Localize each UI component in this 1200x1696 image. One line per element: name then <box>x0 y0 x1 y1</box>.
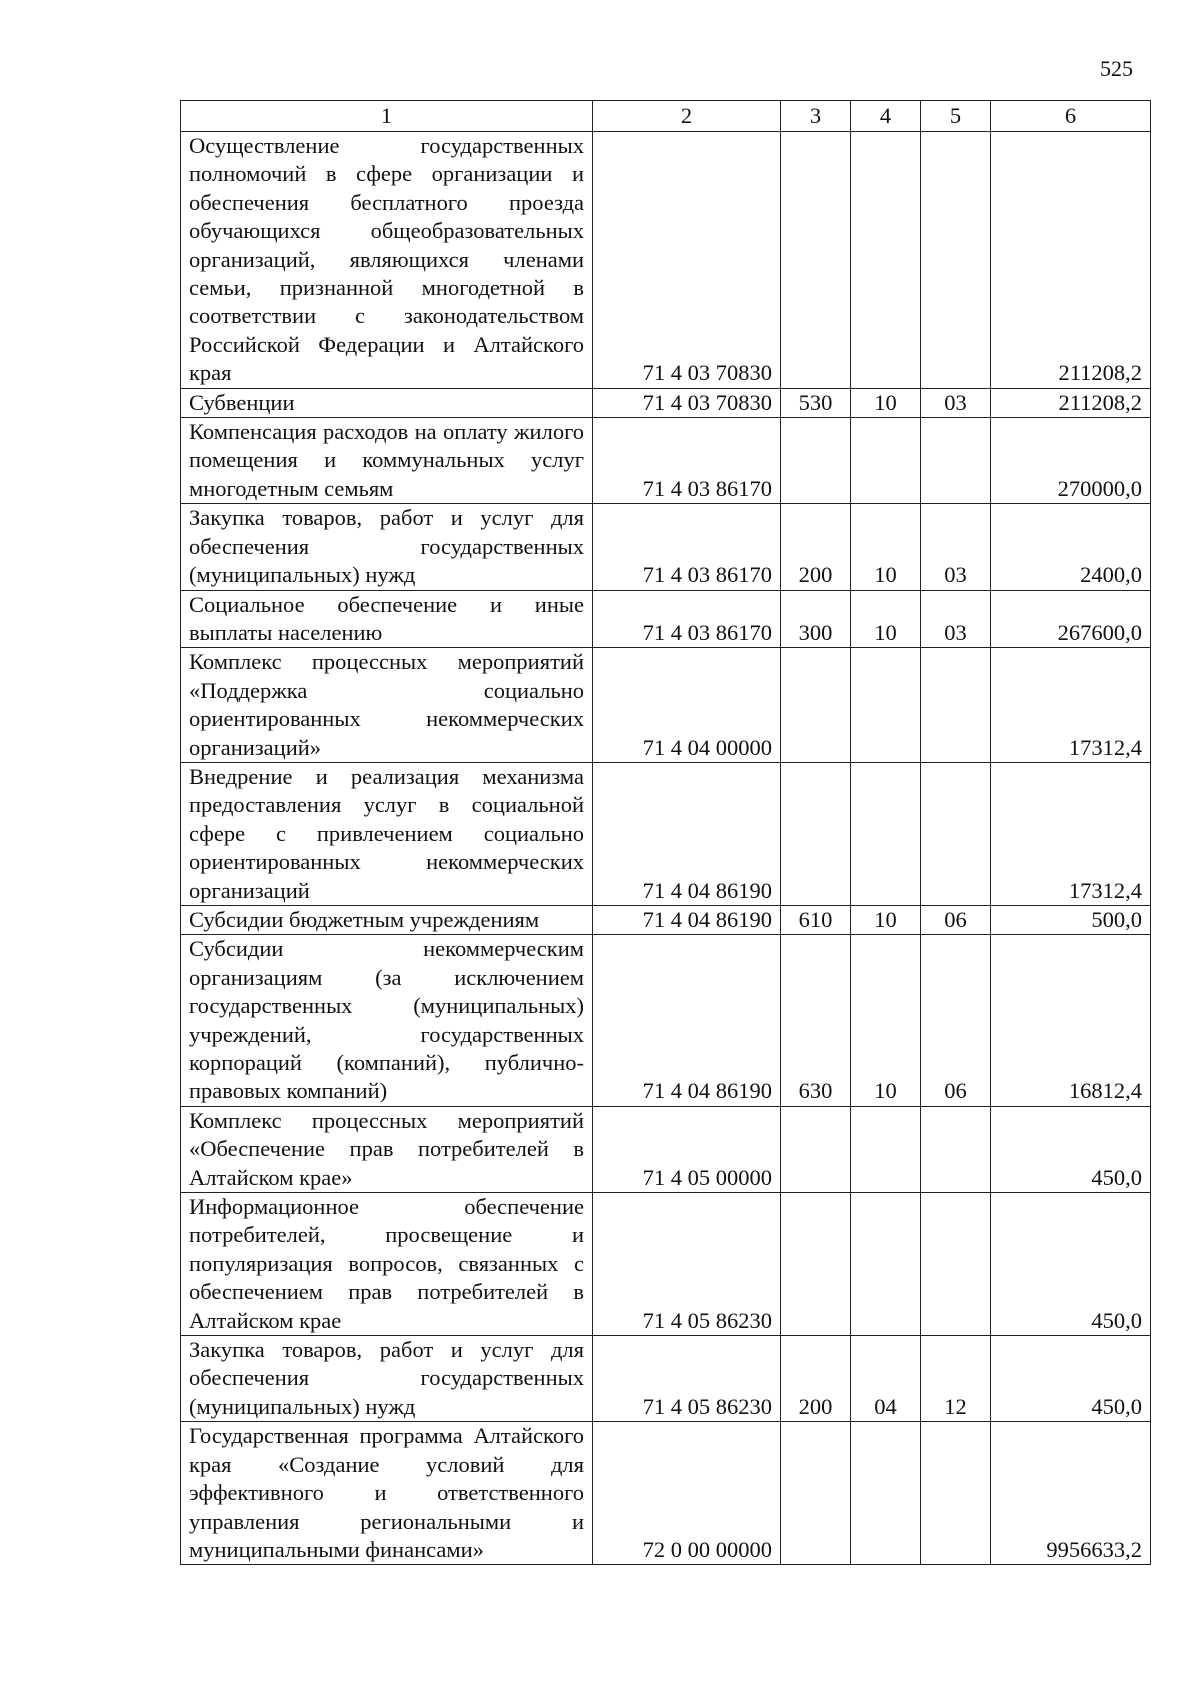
row-name: Субвенции <box>181 388 593 417</box>
row-amount: 211208,2 <box>991 132 1151 389</box>
row-col3 <box>781 132 851 389</box>
row-col3: 530 <box>781 388 851 417</box>
row-col4: 10 <box>851 905 921 934</box>
row-col5: 03 <box>921 590 991 648</box>
column-header: 3 <box>781 101 851 132</box>
row-amount: 267600,0 <box>991 590 1151 648</box>
column-header: 5 <box>921 101 991 132</box>
column-header: 1 <box>181 101 593 132</box>
row-col4 <box>851 132 921 389</box>
row-col4 <box>851 648 921 763</box>
row-code: 71 4 04 86190 <box>593 762 781 905</box>
row-col3 <box>781 1106 851 1192</box>
row-code: 71 4 04 86190 <box>593 935 781 1106</box>
row-col3 <box>781 648 851 763</box>
row-col5: 12 <box>921 1336 991 1422</box>
row-col3 <box>781 418 851 504</box>
row-name: Социальное обеспечение и иные выплаты населению <box>181 590 593 648</box>
row-amount: 450,0 <box>991 1106 1151 1192</box>
table-row <box>181 1193 1151 1336</box>
row-amount: 17312,4 <box>991 648 1151 763</box>
row-name: Информационное обеспечение потребителей, просвещение и популяризация вопросов, связанных с обеспечением прав потребителей в Алтайском крае <box>181 1193 593 1336</box>
table-row <box>181 388 1151 417</box>
row-col5: 06 <box>921 935 991 1106</box>
row-col4 <box>851 1422 921 1565</box>
row-name: Государственная программа Алтайского края «Создание условий для эффективного и ответственного управления региональными и муниципальными финансами» <box>181 1422 593 1565</box>
row-amount: 500,0 <box>991 905 1151 934</box>
row-amount: 450,0 <box>991 1193 1151 1336</box>
row-name: Субсидии некоммерческим организациям (за исключением государственных (муниципальных) учреждений, государственных корпораций (компаний), публично-правовых компаний) <box>181 935 593 1106</box>
row-col3: 200 <box>781 504 851 590</box>
row-col5 <box>921 762 991 905</box>
table-row <box>181 1336 1151 1422</box>
row-code: 71 4 03 70830 <box>593 132 781 389</box>
row-col3 <box>781 762 851 905</box>
row-col5 <box>921 1193 991 1336</box>
table-row <box>181 1422 1151 1565</box>
page-number: 525 <box>1100 56 1133 81</box>
row-name: Субсидии бюджетным учреждениям <box>181 905 593 934</box>
row-col4 <box>851 1106 921 1192</box>
row-col4: 04 <box>851 1336 921 1422</box>
column-header: 2 <box>593 101 781 132</box>
row-col3: 200 <box>781 1336 851 1422</box>
row-name: Закупка товаров, работ и услуг для обеспечения государственных (муниципальных) нужд <box>181 504 593 590</box>
column-header: 4 <box>851 101 921 132</box>
budget-table <box>180 100 1151 1565</box>
row-amount: 2400,0 <box>991 504 1151 590</box>
row-name: Закупка товаров, работ и услуг для обеспечения государственных (муниципальных) нужд <box>181 1336 593 1422</box>
row-code: 72 0 00 00000 <box>593 1422 781 1565</box>
table-row <box>181 132 1151 389</box>
table-row <box>181 648 1151 763</box>
row-code: 71 4 05 86230 <box>593 1336 781 1422</box>
table-row <box>181 905 1151 934</box>
table-row <box>181 590 1151 648</box>
row-amount: 450,0 <box>991 1336 1151 1422</box>
table-row <box>181 418 1151 504</box>
table-row <box>181 1106 1151 1192</box>
row-col5 <box>921 1422 991 1565</box>
row-code: 71 4 03 86170 <box>593 504 781 590</box>
row-name: Осуществление государственных полномочий в сфере организации и обеспечения бесплатного проезда обучающихся общеобразовательных организаций, являющихся членами семьи, признанной многодетной в соответствии с законодательством Российской Федерации и Алтайского края <box>181 132 593 389</box>
row-col4 <box>851 1193 921 1336</box>
row-col3: 300 <box>781 590 851 648</box>
row-code: 71 4 03 86170 <box>593 590 781 648</box>
column-header: 6 <box>991 101 1151 132</box>
row-code: 71 4 05 86230 <box>593 1193 781 1336</box>
row-col5: 03 <box>921 388 991 417</box>
row-col5: 06 <box>921 905 991 934</box>
row-code: 71 4 04 00000 <box>593 648 781 763</box>
table-row <box>181 935 1151 1106</box>
row-col5: 03 <box>921 504 991 590</box>
row-name: Комплекс процессных мероприятий «Поддержка социально ориентированных некоммерческих организаций» <box>181 648 593 763</box>
row-amount: 17312,4 <box>991 762 1151 905</box>
row-col5 <box>921 648 991 763</box>
row-col4: 10 <box>851 504 921 590</box>
row-name: Комплекс процессных мероприятий «Обеспечение прав потребителей в Алтайском крае» <box>181 1106 593 1192</box>
row-amount: 211208,2 <box>991 388 1151 417</box>
row-col3: 610 <box>781 905 851 934</box>
row-code: 71 4 03 86170 <box>593 418 781 504</box>
row-col5 <box>921 132 991 389</box>
row-code: 71 4 05 00000 <box>593 1106 781 1192</box>
table-row <box>181 504 1151 590</box>
row-col5 <box>921 418 991 504</box>
row-col4: 10 <box>851 935 921 1106</box>
table-header-row <box>181 101 1151 132</box>
row-amount: 16812,4 <box>991 935 1151 1106</box>
row-code: 71 4 04 86190 <box>593 905 781 934</box>
row-col3 <box>781 1193 851 1336</box>
row-col3: 630 <box>781 935 851 1106</box>
table-row <box>181 762 1151 905</box>
row-col3 <box>781 1422 851 1565</box>
row-code: 71 4 03 70830 <box>593 388 781 417</box>
row-amount: 9956633,2 <box>991 1422 1151 1565</box>
row-col4 <box>851 762 921 905</box>
row-col5 <box>921 1106 991 1192</box>
row-col4 <box>851 418 921 504</box>
row-name: Компенсация расходов на оплату жилого помещения и коммунальных услуг многодетным семьям <box>181 418 593 504</box>
row-amount: 270000,0 <box>991 418 1151 504</box>
row-col4: 10 <box>851 590 921 648</box>
row-name: Внедрение и реализация механизма предоставления услуг в социальной сфере с привлечением социально ориентированных некоммерческих организаций <box>181 762 593 905</box>
row-col4: 10 <box>851 388 921 417</box>
